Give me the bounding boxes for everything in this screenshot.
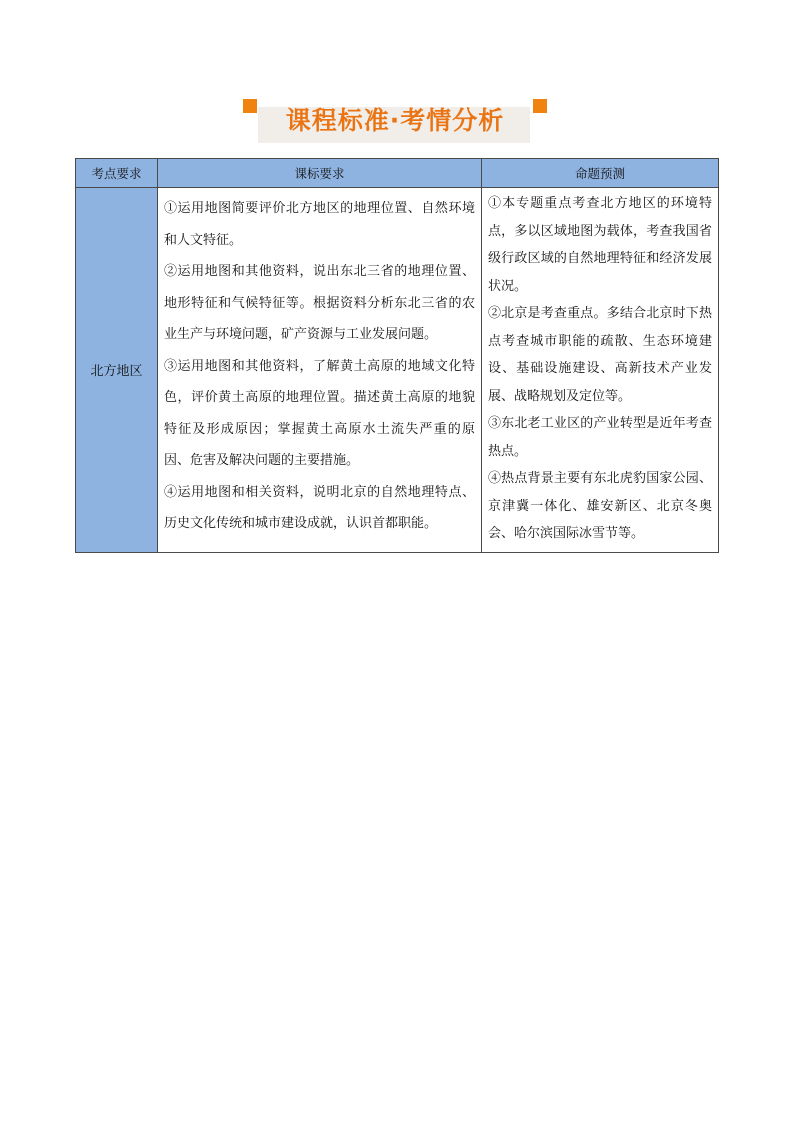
header-predictions: 命题预测 — [482, 159, 719, 188]
prediction-item: ③东北老工业区的产业转型是近年考查热点。 — [488, 416, 712, 459]
prediction-item: ④热点背景主要有东北虎豹国家公园、京津冀一体化、雄安新区、北京冬奥会、哈尔滨国际冰雪节等。 — [488, 471, 712, 541]
predictions-cell — [482, 188, 719, 553]
curriculum-table — [75, 158, 719, 553]
region-cell: 北方地区 — [76, 188, 158, 553]
table-header-row — [76, 159, 719, 188]
section-title — [243, 99, 547, 145]
prediction-item: ②北京是考查重点。多结合北京时下热点考查城市职能的疏散、生态环境建设、基础设施建设、高新技术产业发展、战略规划及定位等。 — [488, 306, 712, 404]
header-exam-points: 考点要求 — [76, 159, 158, 188]
prediction-item: ①本专题重点考查北方地区的环境特点，多以区域地图为载体，考查我国省级行政区域的自然地理特征和经济发展状况。 — [488, 196, 712, 294]
table-row — [76, 188, 719, 553]
standard-item: ④运用地图和相关资料，说明北京的自然地理特点、历史文化传统和城市建设成就，认识首都职能。 — [164, 484, 475, 531]
standard-item: ①运用地图简要评价北方地区的地理位置、自然环境和人文特征。 — [164, 201, 475, 248]
standard-item: ③运用地图和其他资料，了解黄土高原的地域文化特色，评价黄土高原的地理位置。描述黄土高原的地貌特征及形成原因；掌握黄土高原水土流失严重的原因、危害及解决问题的主要措施。 — [164, 358, 475, 468]
standard-item: ②运用地图和其他资料，说出东北三省的地理位置、地形特征和气候特征等。根据资料分析东北三省的农业生产与环境问题，矿产资源与工业发展问题。 — [164, 264, 475, 342]
standards-cell — [158, 188, 482, 553]
header-standards: 课标要求 — [158, 159, 482, 188]
page-title: 课程标准·考情分析 — [285, 106, 505, 135]
